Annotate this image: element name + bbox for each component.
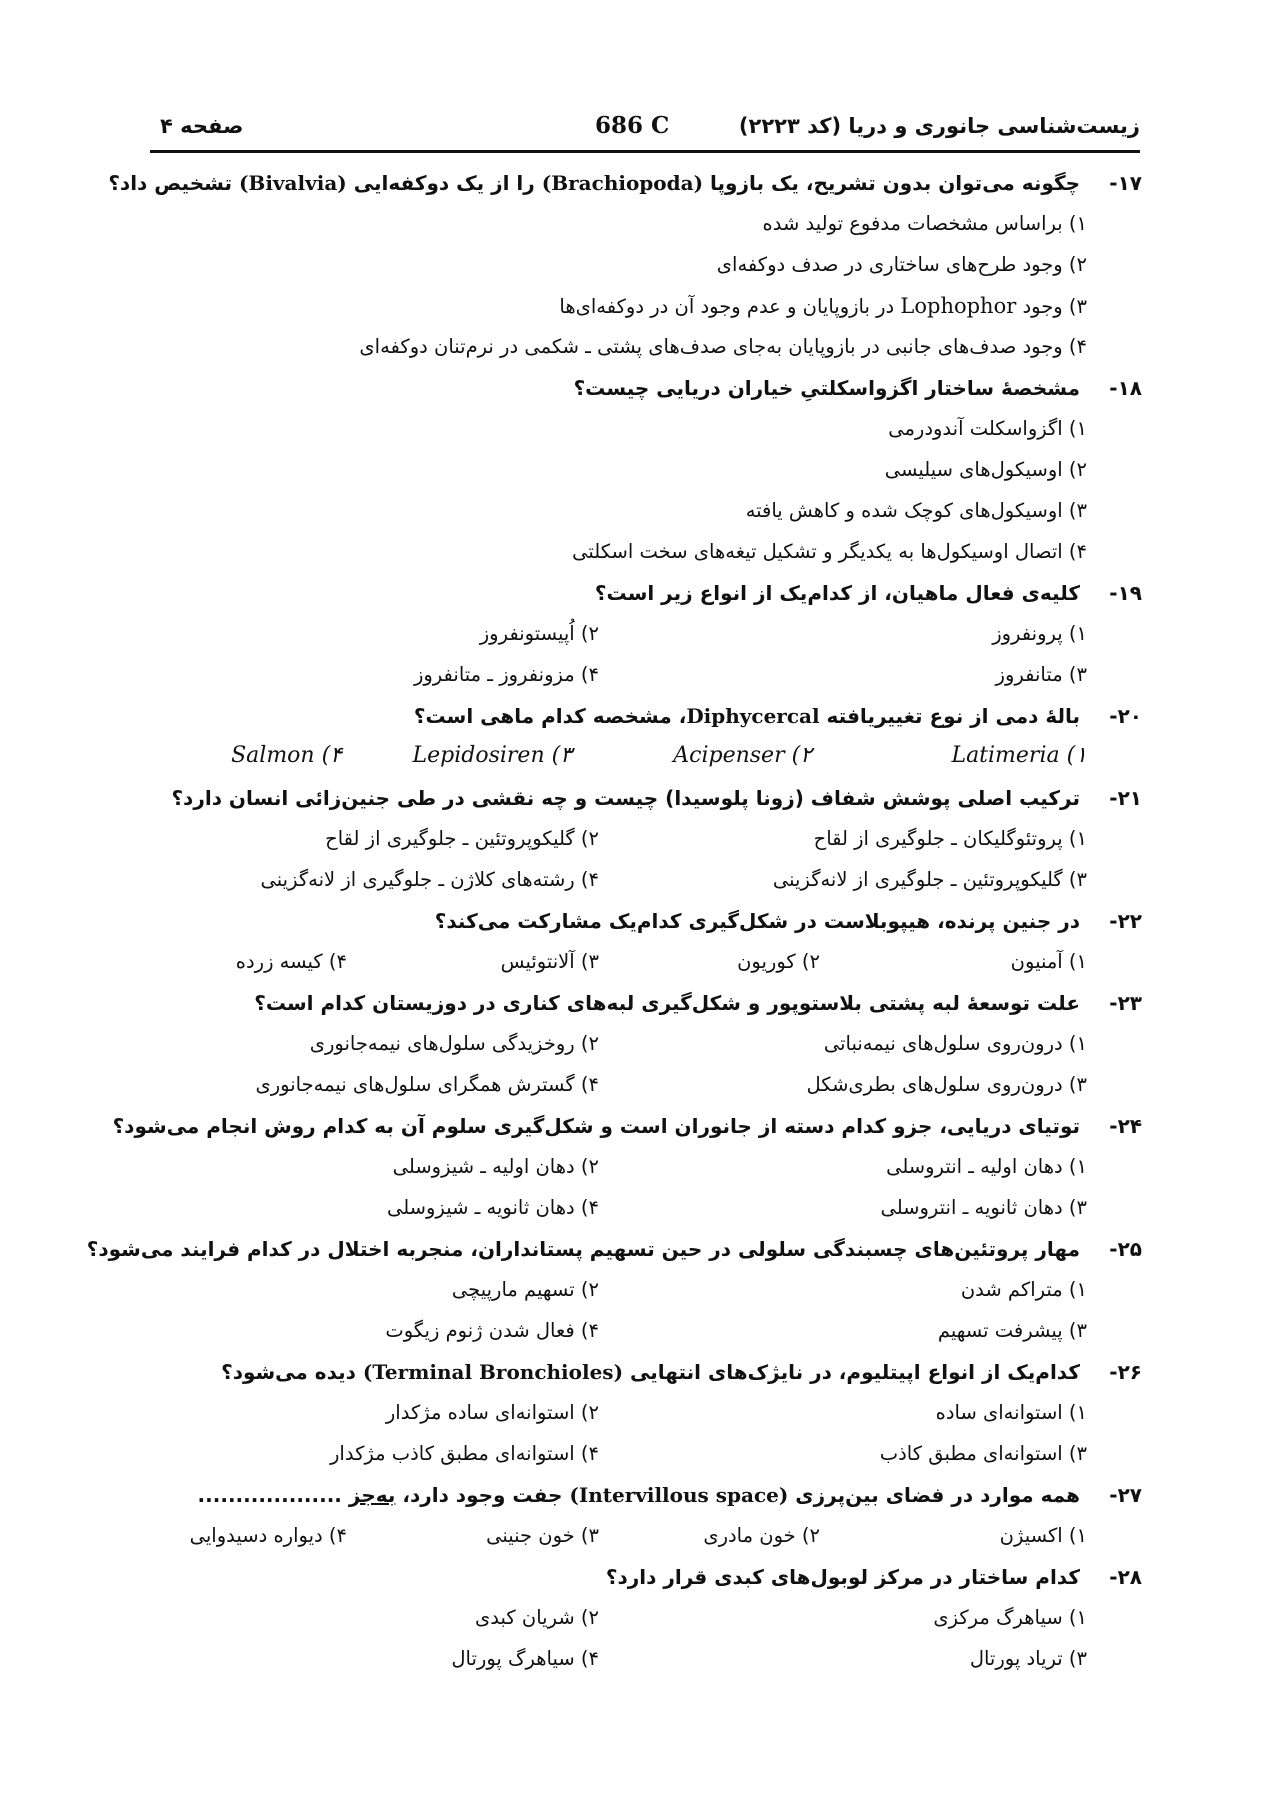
option-4: ۴) کیسه زرده (235, 950, 347, 973)
option-row (132, 1065, 1142, 1106)
question-22 (132, 901, 1142, 942)
option-row (132, 204, 1142, 245)
option-row (132, 1393, 1142, 1434)
question-text: مهار پروتئین‌های چسبندگی سلولی در حین تسهیم پستانداران، منجربه اختلال در کدام فرایند می‌شود؟ (86, 1237, 1080, 1261)
questions-list (86, 163, 1142, 1680)
option-3: Lepidosiren (۳ (412, 743, 572, 768)
option-3: ۳) گلیکوپروتئین ـ جلوگیری از لانه‌گزینی (772, 868, 1087, 891)
option-row (132, 1639, 1142, 1680)
option-1: ۱) آمنیون (1010, 950, 1087, 973)
question-24 (112, 1106, 1142, 1147)
question-number: ۲۸- (1109, 1565, 1142, 1589)
option-2: ۲) وجود طرح‌های ساختاری در صدف دوکفه‌ای (716, 253, 1087, 276)
question-17 (108, 163, 1142, 204)
question-text: کدام ساختار در مرکز لوبول‌های کبدی قرار دارد؟ (605, 1565, 1080, 1589)
option-row (132, 491, 1142, 532)
option-3: ۳) درون‌روی سلول‌های بطری‌شکل (806, 1073, 1087, 1096)
option-3: ۳) تریاد پورتال (969, 1647, 1087, 1670)
option-1: ۱) براساس مشخصات مدفوع تولید شده (762, 212, 1087, 235)
option-1: ۱) پروتئوگلیکان ـ جلوگیری از لقاح (813, 827, 1087, 850)
option-3: ۳) دهان ثانویه ـ انتروسلی (880, 1196, 1087, 1219)
option-row (132, 450, 1142, 491)
question-25 (86, 1229, 1142, 1270)
option-row (132, 1188, 1142, 1229)
question-number: ۲۱- (1109, 786, 1142, 810)
option-2: ۲) دهان اولیه ـ شیزوسلی (392, 1155, 599, 1178)
question-27 (132, 1475, 1142, 1516)
question-text: علت توسعهٔ لبه پشتی بلاستوپور و شکل‌گیری لبه‌های کناری در دوزیستان کدام است؟ (254, 991, 1080, 1015)
option-4: ۴) فعال شدن ژنوم زیگوت (385, 1319, 599, 1342)
question-text: در جنین پرنده، هیپوبلاست در شکل‌گیری کدام‌یک مشارکت می‌کند؟ (434, 909, 1080, 933)
option-row (132, 245, 1142, 286)
question-number: ۲۵- (1109, 1237, 1142, 1261)
question-number: ۲۰- (1109, 704, 1142, 728)
option-row (132, 409, 1142, 450)
option-4: ۴) دهان ثانویه ـ شیزوسلی (386, 1196, 599, 1219)
question-20 (132, 696, 1142, 737)
option-1: ۱) استوانه‌ای ساده (935, 1401, 1087, 1424)
option-1: ۱) اگزواسکلت آندودرمی (888, 417, 1087, 440)
option-1: ۱) اکسیژن (999, 1524, 1087, 1547)
option-3: ۳) استوانه‌ای مطبق کاذب (879, 1442, 1087, 1465)
option-4: Salmon (۴ (231, 743, 342, 768)
option-4: ۴) استوانه‌ای مطبق کاذب مژکدار (330, 1442, 599, 1465)
option-1: ۱) پرونفروز (992, 622, 1087, 645)
option-4: ۴) وجود صدف‌های جانبی در بازوپایان به‌جای صدف‌های پشتی ـ شکمی در نرم‌تنان دوکفه‌ای (359, 335, 1087, 358)
option-2: ۲) روخزیدگی سلول‌های نیمه‌جانوری (309, 1032, 599, 1055)
option-row (132, 819, 1142, 860)
question-number: ۱۹- (1109, 581, 1142, 605)
option-3: ۳) پیشرفت تسهیم (937, 1319, 1087, 1342)
question-number: ۲۶- (1109, 1360, 1142, 1384)
option-1: ۱) متراکم شدن (960, 1278, 1087, 1301)
question-text: بالهٔ دمی از نوع تغییریافته Diphycercal، مشخصه کدام ماهی است؟ (413, 704, 1080, 728)
question-text: کلیه‌ی فعال ماهیان، از کدام‌یک از انواع زیر است؟ (594, 581, 1080, 605)
option-2: ۲) خون مادری (703, 1524, 820, 1547)
option-2: ۲) گلیکوپروتئین ـ جلوگیری از لقاح (325, 827, 599, 850)
question-19 (132, 573, 1142, 614)
page-header (150, 112, 1140, 153)
option-1: ۱) درون‌روی سلول‌های نیمه‌نباتی (823, 1032, 1087, 1055)
subject-title: زیست‌شناسی جانوری و دریا (کد ۲۲۲۳) (738, 114, 1140, 138)
option-2: ۲) تسهیم مارپیچی (451, 1278, 599, 1301)
option-2: ۲) شریان کبدی (475, 1606, 599, 1629)
option-row (132, 614, 1142, 655)
option-row (132, 1434, 1142, 1475)
option-row (132, 532, 1142, 573)
option-3: ۳) متانفروز (995, 663, 1087, 686)
option-4: ۴) اتصال اوسیکول‌ها به یکدیگر و تشکیل تیغه‌های سخت اسکلتی (572, 540, 1087, 563)
option-4: ۴) رشته‌های کلاژن ـ جلوگیری از لانه‌گزینی (260, 868, 599, 891)
option-row (132, 1024, 1142, 1065)
option-4: ۴) سیاهرگ پورتال (451, 1647, 599, 1670)
option-2: ۲) اوسیکول‌های سیلیسی (884, 458, 1087, 481)
question-23 (132, 983, 1142, 1024)
option-1: ۱) دهان اولیه ـ انتروسلی (886, 1155, 1087, 1178)
option-4: ۴) گسترش همگرای سلول‌های نیمه‌جانوری (255, 1073, 599, 1096)
option-2: ۲) اُپیستونفروز (479, 622, 599, 645)
option-3: ۳) خون جنینی (486, 1524, 599, 1547)
question-18 (132, 368, 1142, 409)
page-number: صفحه ۴ (160, 114, 244, 138)
option-row (132, 327, 1142, 368)
question-21 (132, 778, 1142, 819)
option-2: ۲) استوانه‌ای ساده مژکدار (385, 1401, 599, 1424)
option-3: ۳) آلانتوئیس (500, 950, 599, 973)
option-2: ۲) کوریون (737, 950, 820, 973)
booklet-code: 686 C (595, 112, 670, 139)
option-row (132, 1147, 1142, 1188)
option-row (132, 737, 1142, 778)
option-row (132, 1516, 1142, 1557)
question-26 (132, 1352, 1142, 1393)
option-3: ۳) وجود Lophophor در بازوپایان و عدم وجود آن در دوکفه‌ای‌ها (559, 294, 1087, 318)
question-number: ۲۴- (1109, 1114, 1142, 1138)
option-row (132, 1270, 1142, 1311)
question-text: چگونه می‌توان بدون تشریح، یک بازوپا (Brachiopoda) را از یک دوکفه‌ایی (Bivalvia) تشخیص داد؟ (108, 171, 1080, 195)
option-2: Acipenser (۲ (673, 743, 812, 768)
option-1: ۱) سیاهرگ مرکزی (933, 1606, 1087, 1629)
option-4: ۴) دیواره دسیدوایی (189, 1524, 347, 1547)
question-text: کدام‌یک از انواع اپیتلیوم، در نایژک‌های انتهایی (Terminal Bronchioles) دیده می‌شود؟ (221, 1360, 1080, 1384)
option-4: ۴) مزونفروز ـ متانفروز (413, 663, 599, 686)
option-row (132, 942, 1142, 983)
question-number: ۲۷- (1109, 1483, 1142, 1507)
question-text: توتیای دریایی، جزو کدام دسته از جانوران است و شکل‌گیری سلوم آن به کدام روش انجام می‌شود؟ (112, 1114, 1080, 1138)
question-number: ۲۳- (1109, 991, 1142, 1015)
option-row (132, 655, 1142, 696)
question-text: ترکیب اصلی پوشش شفاف (زونا پلوسیدا) چیست و چه نقشی در طی جنین‌زائی انسان دارد؟ (171, 786, 1080, 810)
question-number: ۱۷- (1109, 171, 1142, 195)
question-28 (132, 1557, 1142, 1598)
option-row (132, 1598, 1142, 1639)
option-1: Latimeria (۱ (951, 743, 1087, 768)
question-text: همه موارد در فضای بین‌پرزی (Intervillous space) جفت وجود دارد، به‌جز ................... (197, 1483, 1080, 1507)
option-row (132, 286, 1142, 327)
question-number: ۱۸- (1109, 376, 1142, 400)
option-row (132, 1311, 1142, 1352)
option-row (132, 860, 1142, 901)
option-3: ۳) اوسیکول‌های کوچک شده و کاهش یافته (745, 499, 1087, 522)
question-number: ۲۲- (1109, 909, 1142, 933)
question-text: مشخصهٔ ساختار اگزواسکلتیِ خیاران دریایی چیست؟ (573, 376, 1080, 400)
